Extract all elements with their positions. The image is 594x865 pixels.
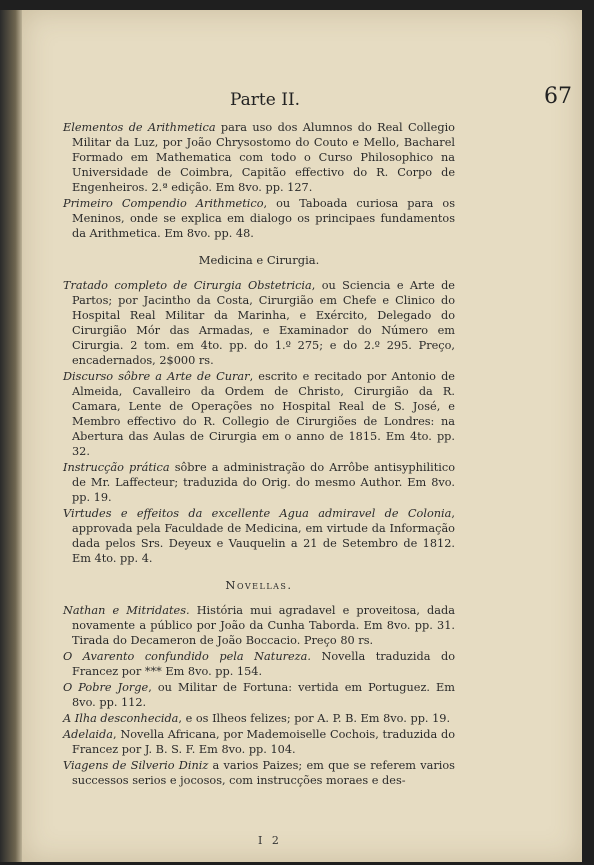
entry-text: para uso dos Alumnos do Real Collegio Militar da Luz, por João Chrysostomo do Couto e Mello, Bacharel Formado em Mathematica com todo o Curso Philosophico na Universidade de Coimbra, Capitão effectivo do R. Corpo de Engenheiros. 2.ª edição. Em 8vo. pp. 127.: [72, 121, 455, 194]
entry-text: sôbre a administração do Arrôbe antisyphilitico de Mr. Laffecteur; traduzida do Orig. do mesmo Author. Em 8vo. pp. 19.: [72, 461, 455, 504]
bibliography-entry: [63, 680, 455, 710]
bibliography-entry: [63, 120, 455, 195]
section-heading-novellas: Novellas.: [225, 578, 293, 592]
entry-title: A Ilha desconhecida: [63, 712, 179, 725]
book-spine-edge: [0, 10, 22, 862]
page-content: [63, 120, 455, 789]
entry-text: a varios Paizes; em que se referem varios successos serios e jocosos, com instrucções moraes e des-: [72, 759, 455, 787]
page-number: 67: [544, 84, 572, 109]
section-heading-medicina: Medicina e Cirurgia.: [198, 253, 320, 267]
bibliography-entry: [63, 460, 455, 505]
entry-title: Nathan e Mitridates.: [63, 604, 190, 617]
bibliography-entry: [63, 727, 455, 757]
entry-title: Virtudes e effeitos da excellente Agua admiravel de Colonia: [63, 507, 452, 520]
running-head: Parte II.: [230, 90, 301, 110]
entry-title: O Avarento confundido pela Natureza.: [63, 650, 311, 663]
bibliography-entry: [63, 369, 455, 459]
entry-title: Primeiro Compendio Arithmetico: [63, 197, 264, 210]
entry-text: , e os Ilheos felizes; por A. P. B. Em 8vo. pp. 19.: [178, 712, 451, 725]
entry-text: , approvada pela Faculdade de Medicina, em virtude da Informação dada pelos Srs. Deyeux e Vauquelin a 21 de Setembro de 1812. Em 4to. pp. 4.: [72, 507, 455, 565]
entry-text: , ou Taboada curiosa para os Meninos, onde se explica em dialogo os principaes fundamentos da Arithmetica. Em 8vo. pp. 48.: [72, 197, 456, 240]
page-header: [70, 86, 574, 116]
bibliography-entry: [63, 603, 455, 648]
entry-title: Instrucção prática: [63, 461, 170, 474]
entry-text: História mui agradavel e proveitosa, dada novamente a público por João da Cunha Taborda. Em 8vo. pp. 31. Tirada do Decameron de João Boccacio. Preço 80 rs.: [72, 604, 455, 647]
entry-title: Adelaida: [63, 728, 114, 741]
bibliography-entry: [63, 758, 455, 788]
section-arithmetica: [63, 120, 455, 241]
entry-text: Novella traduzida do Francez por *** Em 8vo. pp. 154.: [72, 650, 456, 678]
bibliography-entry: [63, 196, 455, 241]
bibliography-entry: [63, 506, 455, 566]
bibliography-entry: [63, 711, 455, 726]
entry-title: Tratado completo de Cirurgia Obstetricia: [63, 279, 312, 292]
entry-title: O Pobre Jorge: [63, 681, 149, 694]
bibliography-entry: [63, 649, 455, 679]
bibliography-entry: [63, 278, 455, 368]
section-novellas: [63, 603, 455, 788]
signature-mark: I 2: [258, 834, 282, 847]
entry-title: Elementos de Arithmetica: [63, 121, 216, 134]
entry-text: , ou Militar de Fortuna: vertida em Portuguez. Em 8vo. pp. 112.: [72, 681, 455, 709]
entry-text: , Novella Africana, por Mademoiselle Cochois, traduzida do Francez por J. B. S. F. Em 8vo. pp. 104.: [72, 728, 455, 756]
entry-text: , ou Sciencia e Arte de Partos; por Jacintho da Costa, Cirurgião em Chefe e Clinico do Hospital Real Militar da Marinha, e Exército, Delegado do Cirurgião Mór das Armadas, e Examinador do Número em Cirurgia. 2 tom. em 4to. pp. do 1.º 275; e do 2.º 295. Preço, encadernados, 2$000 rs.: [72, 279, 455, 367]
section-medicina: [63, 278, 455, 566]
entry-title: Discurso sôbre a Arte de Curar: [63, 370, 250, 383]
entry-text: , escrito e recitado por Antonio de Almeida, Cavalleiro da Ordem de Christo, Cirurgião da R. Camara, Lente de Operações no Hospital Real de S. José, e Membro effectivo do R. Collegio de Cirurgiões de Londres: na Abertura das Aulas de Cirurgia em o anno de 1815. Em 4to. pp. 32.: [72, 370, 455, 458]
entry-title: Viagens de Silverio Diniz: [63, 759, 209, 772]
